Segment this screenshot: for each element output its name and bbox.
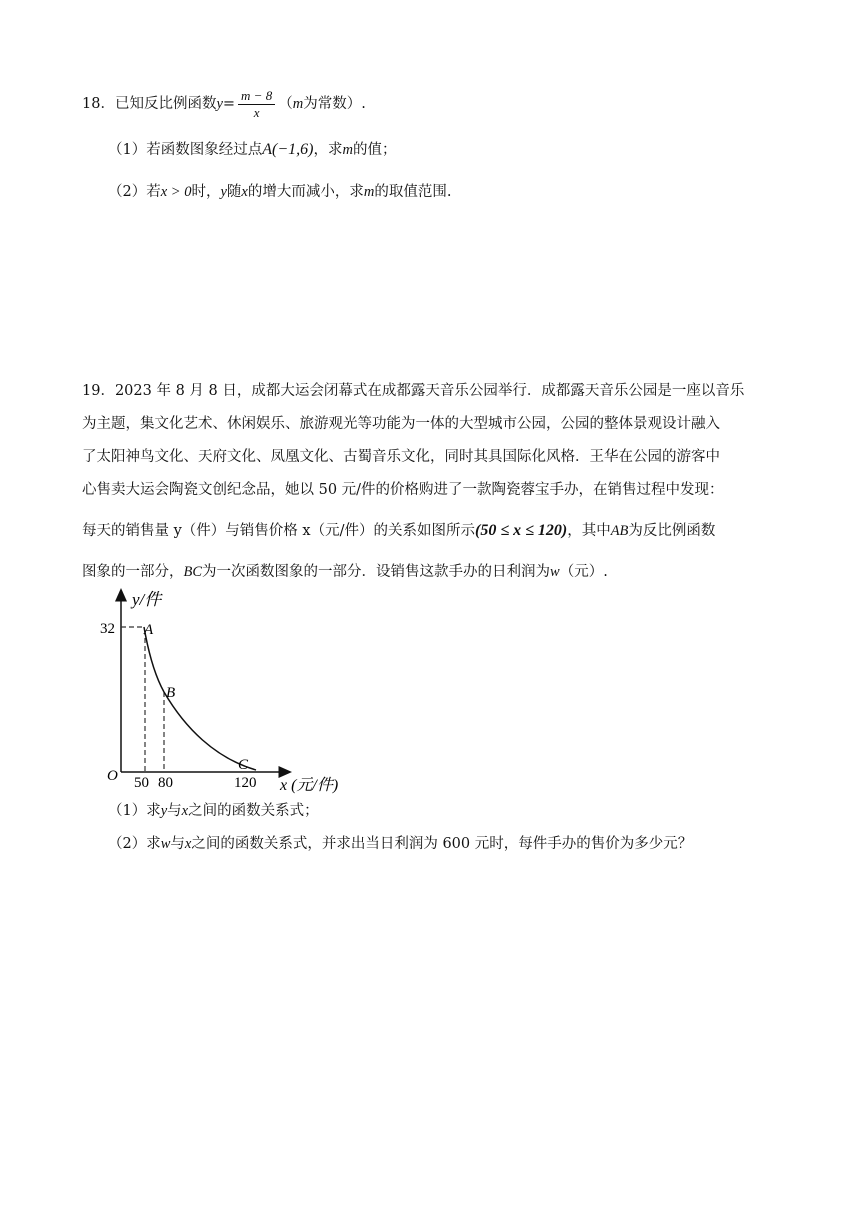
- q18-part1: [108, 136, 396, 164]
- q18-part2: [108, 178, 451, 206]
- q19-ab: AB: [610, 523, 629, 539]
- x-tick-120: 120: [234, 775, 257, 791]
- q18-fraction: [238, 88, 275, 121]
- q19-line5: [82, 517, 715, 545]
- q19-part1-mid: 与: [167, 803, 182, 819]
- q18-frac-numerator: m − 8: [238, 88, 275, 105]
- q19-part2-mid: 与: [170, 836, 185, 852]
- q18-const-text: 为常数）.: [303, 96, 366, 112]
- x-tick-50: 50: [134, 775, 149, 791]
- sales-graph: [90, 588, 370, 798]
- q19-line5-b: ，其中: [567, 523, 611, 539]
- q18-eq: =: [222, 96, 236, 112]
- x-axis-label: x (元/件): [280, 777, 339, 794]
- q18-part2-prefix: （2）若: [108, 184, 161, 200]
- q18-part1-suffix: ，求: [313, 142, 343, 158]
- q18-stem: [82, 84, 366, 124]
- q19-part1-prefix: （1）求: [108, 803, 161, 819]
- point-c-label: C: [238, 757, 249, 773]
- q18-point-a: A(−1,6): [262, 141, 314, 158]
- q19-line5-c: 为反比例函数: [628, 523, 716, 539]
- x-tick-80: 80: [158, 775, 173, 791]
- q19-part1: [108, 798, 319, 824]
- point-b-label: B: [166, 685, 176, 701]
- q19-line6-c: （元）.: [559, 564, 608, 580]
- q19-part2: [108, 831, 692, 857]
- q19-number: 19．: [82, 383, 115, 399]
- q18-part2-mid3: 的增大而减小，求: [247, 184, 364, 200]
- q18-part2-cond: x > 0: [160, 184, 192, 200]
- q18-paren-open: （: [278, 96, 293, 112]
- q18-part2-end: 的取值范围.: [374, 184, 452, 200]
- q19-line6-a: 图象的一部分，: [82, 564, 184, 580]
- q18-part2-m: m: [363, 184, 375, 200]
- q19-line6-b: 为一次函数图象的一部分．设销售这款手办的日利润为: [202, 564, 551, 580]
- q19-line5-a: 每天的销售量 y（件）与销售价格 x（元/件）的关系如图所示: [82, 523, 475, 539]
- q19-part2-w: w: [160, 836, 171, 852]
- q18-part2-x: x: [241, 184, 248, 200]
- q19-part1-x: x: [181, 803, 189, 819]
- origin-label: O: [107, 768, 118, 784]
- q18-part1-var: m: [342, 142, 353, 158]
- y-tick-32: 32: [100, 621, 115, 637]
- q18-stem-text: 已知反比例函数: [114, 96, 217, 112]
- q19-bc: BC: [183, 564, 203, 580]
- q18-number: 18．: [82, 96, 115, 112]
- q19-part2-end: 之间的函数关系式，并求出当日利润为 600 元时，每件手办的售价为多少元？: [191, 836, 693, 852]
- q19-line6: [82, 558, 608, 586]
- q19-line2: 为主题，集文化艺术、休闲娱乐、旅游观光等功能为一体的大型城市公园，公园的整体景观设计融入: [82, 416, 720, 432]
- q19-part2-prefix: （2）求: [108, 836, 161, 852]
- q19-line1: [82, 377, 744, 405]
- q19-range: (50 ≤ x ≤ 120): [474, 522, 568, 539]
- q19-part2-x: x: [184, 836, 192, 852]
- q19-part1-y: y: [160, 803, 168, 819]
- q18-func-lhs: y: [216, 96, 223, 112]
- y-axis-label: y/件: [132, 590, 162, 609]
- q19-line4: 心售卖大运会陶瓷文创纪念品，她以 50 元/件的价格购进了一款陶瓷蓉宝手办，在销售过程中发现：: [82, 482, 724, 498]
- q18-m-var: m: [292, 96, 304, 112]
- q18-part2-mid2: 随: [226, 184, 242, 200]
- q19-part1-end: 之间的函数关系式；: [188, 803, 319, 819]
- q19-w: w: [550, 564, 560, 580]
- q19-line3: 了太阳神鸟文化、天府文化、凤凰文化、古蜀音乐文化，同时其具国际化风格．王华在公园的游客中: [82, 449, 720, 465]
- q18-part1-end: 的值；: [352, 142, 397, 158]
- q19-line1-text: 2023 年 8 月 8 日，成都大运会闭幕式在成都露天音乐公园举行．成都露天音乐公园是一座以音乐: [114, 383, 745, 399]
- q18-part1-prefix: （1）若函数图象经过点: [108, 142, 263, 158]
- q18-part2-y: y: [220, 184, 227, 200]
- q18-frac-denominator: x: [253, 104, 260, 120]
- point-a-label: A: [144, 622, 154, 638]
- q18-part2-mid1: 时，: [191, 184, 221, 200]
